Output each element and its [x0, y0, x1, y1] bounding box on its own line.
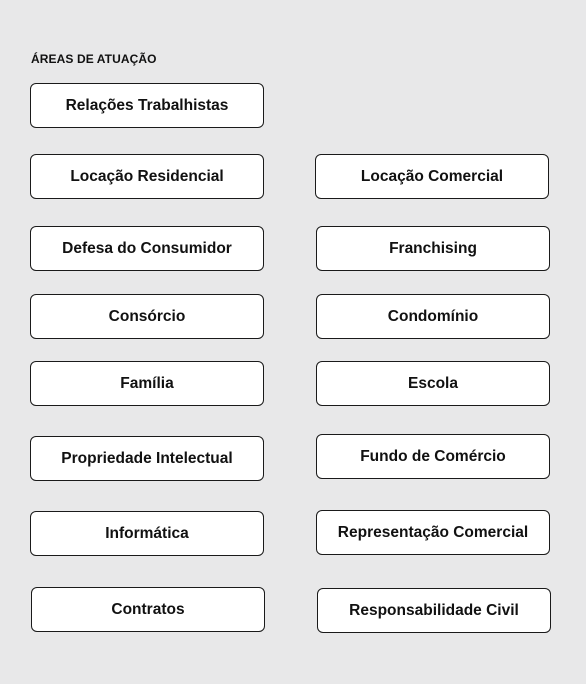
area-button-informatica[interactable]: Informática	[30, 511, 264, 556]
area-button-escola[interactable]: Escola	[316, 361, 550, 406]
area-button-fundo-de-comercio[interactable]: Fundo de Comércio	[316, 434, 550, 479]
area-button-relacoes-trabalhistas[interactable]: Relações Trabalhistas	[30, 83, 264, 128]
area-button-defesa-do-consumidor[interactable]: Defesa do Consumidor	[30, 226, 264, 271]
area-button-responsabilidade-civil[interactable]: Responsabilidade Civil	[317, 588, 551, 633]
area-button-propriedade-intelectual[interactable]: Propriedade Intelectual	[30, 436, 264, 481]
area-button-familia[interactable]: Família	[30, 361, 264, 406]
section-title: ÁREAS DE ATUAÇÃO	[31, 52, 157, 66]
area-button-contratos[interactable]: Contratos	[31, 587, 265, 632]
area-button-franchising[interactable]: Franchising	[316, 226, 550, 271]
area-button-locacao-comercial[interactable]: Locação Comercial	[315, 154, 549, 199]
area-button-consorcio[interactable]: Consórcio	[30, 294, 264, 339]
area-button-condominio[interactable]: Condomínio	[316, 294, 550, 339]
area-button-representacao-comercial[interactable]: Representação Comercial	[316, 510, 550, 555]
area-button-locacao-residencial[interactable]: Locação Residencial	[30, 154, 264, 199]
